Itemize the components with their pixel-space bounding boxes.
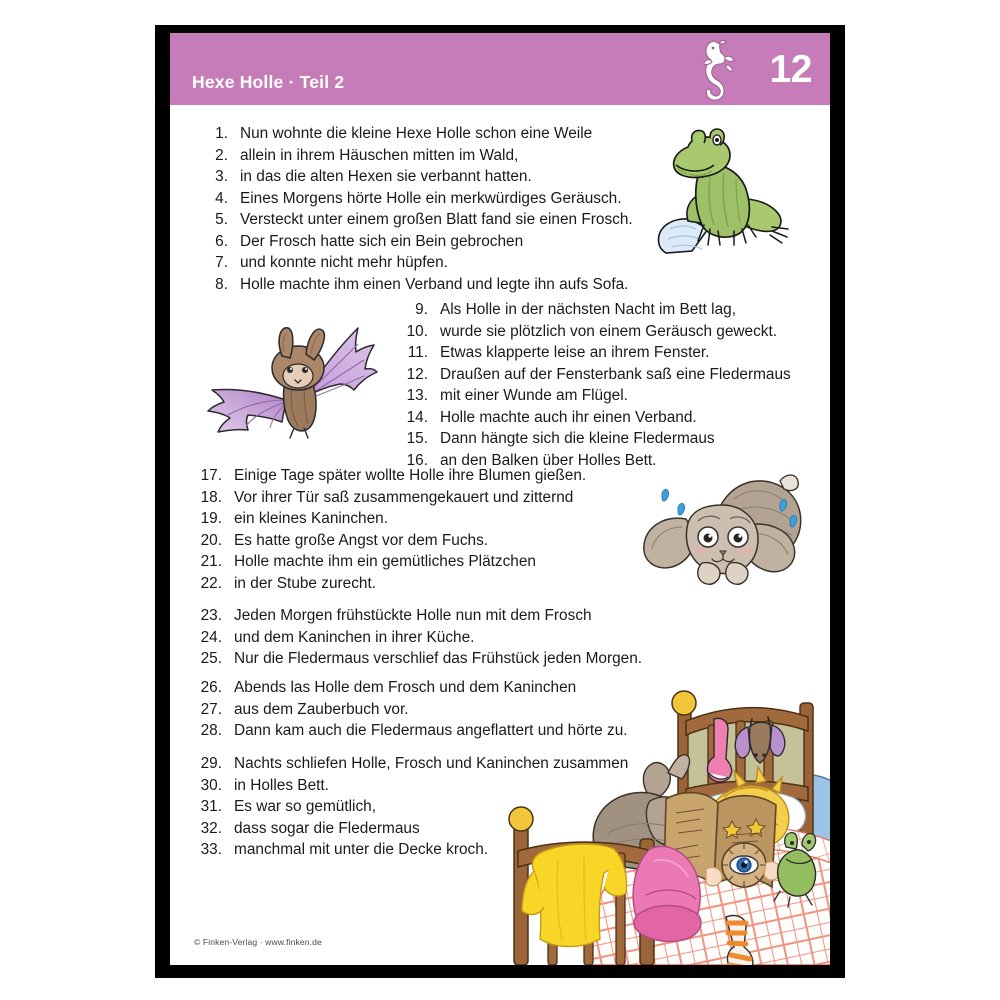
line-number: 12. xyxy=(406,365,428,383)
text-line xyxy=(188,489,586,511)
line-number: 22. xyxy=(200,574,222,592)
line-text: Vor ihrer Tür saß zusammengekauert und zitternd xyxy=(234,488,574,506)
line-text: Draußen auf der Fensterbank saß eine Fledermaus xyxy=(440,365,791,383)
line-text: Versteckt unter einem großen Blatt fand sie einen Frosch. xyxy=(240,211,633,228)
text-line xyxy=(194,276,633,298)
text-block-3 xyxy=(188,467,586,596)
line-number: 33. xyxy=(200,841,222,858)
line-text: an den Balken über Holles Bett. xyxy=(440,451,657,469)
line-number: 3. xyxy=(215,168,228,185)
text-line xyxy=(188,777,628,799)
line-text: in der Stube zurecht. xyxy=(234,574,377,592)
line-number: 19. xyxy=(200,510,222,527)
line-number: 9. xyxy=(415,301,428,318)
worksheet-page xyxy=(170,33,830,965)
text-line xyxy=(194,125,633,147)
text-line xyxy=(188,755,628,777)
text-line xyxy=(188,532,586,554)
line-text: Eines Morgens hörte Holle ein merkwürdiges Geräusch. xyxy=(240,189,622,207)
text-line xyxy=(394,323,791,345)
text-line xyxy=(188,841,628,863)
text-line xyxy=(394,344,791,366)
text-line xyxy=(188,510,586,532)
line-number: 26. xyxy=(200,679,222,696)
line-text: Holle machte ihm ein gemütliches Plätzchen xyxy=(234,553,536,570)
line-text: Dann hängte sich die kleine Fledermaus xyxy=(440,430,715,447)
line-number: 4. xyxy=(215,189,228,207)
text-line xyxy=(194,233,633,255)
line-text: in das die alten Hexen sie verbannt hatten. xyxy=(240,168,532,185)
line-number: 30. xyxy=(200,776,222,794)
bat-illustration xyxy=(178,308,378,440)
line-number: 31. xyxy=(200,798,222,815)
line-text: dass sogar die Fledermaus xyxy=(234,819,420,837)
text-line xyxy=(188,553,586,575)
line-number: 24. xyxy=(200,628,222,646)
line-number: 23. xyxy=(200,607,222,624)
line-text: wurde sie plötzlich von einem Geräusch geweckt. xyxy=(440,322,778,340)
line-number: 14. xyxy=(406,408,428,426)
text-line xyxy=(394,387,791,409)
text-line xyxy=(188,650,642,672)
line-text: Holle machte auch ihr einen Verband. xyxy=(440,408,697,426)
line-number: 18. xyxy=(200,488,222,506)
line-number: 29. xyxy=(200,755,222,772)
line-number: 6. xyxy=(215,232,228,250)
line-number: 2. xyxy=(215,146,228,164)
text-line xyxy=(194,147,633,169)
text-block-6 xyxy=(188,755,628,863)
page-number: 12 xyxy=(769,48,812,91)
page-header xyxy=(170,33,830,105)
line-text: manchmal mit unter die Decke kroch. xyxy=(234,841,489,858)
text-block-2 xyxy=(394,301,791,473)
line-text: in Holles Bett. xyxy=(234,776,329,794)
line-number: 21. xyxy=(200,553,222,570)
frog-illustration xyxy=(648,125,818,265)
line-text: Einige Tage später wollte Holle ihre Blumen gießen. xyxy=(234,467,587,484)
footer-copyright: © Finken-Verlag · www.finken.de xyxy=(194,937,322,947)
text-line xyxy=(394,301,791,323)
text-line xyxy=(194,211,633,233)
text-block-4 xyxy=(188,607,642,672)
text-line xyxy=(394,409,791,431)
line-number: 10. xyxy=(406,322,428,340)
line-text: Dann kam auch die Fledermaus angeflattert und hörte zu. xyxy=(234,722,628,739)
text-line xyxy=(188,467,586,489)
line-number: 27. xyxy=(200,700,222,718)
line-number: 16. xyxy=(406,451,428,469)
line-text: Nun wohnte die kleine Hexe Holle schon eine Weile xyxy=(240,125,593,142)
line-number: 1. xyxy=(215,125,228,142)
line-text: Abends las Holle dem Frosch und dem Kaninchen xyxy=(234,679,577,696)
line-text: ein kleines Kaninchen. xyxy=(234,510,389,527)
text-line xyxy=(188,798,628,820)
line-text: Als Holle in der nächsten Nacht im Bett lag, xyxy=(440,301,736,318)
text-line xyxy=(394,430,791,452)
line-number: 15. xyxy=(406,430,428,447)
text-line xyxy=(188,820,628,842)
text-line xyxy=(188,629,642,651)
line-text: Jeden Morgen frühstückte Holle nun mit dem Frosch xyxy=(234,607,592,624)
line-text: Es war so gemütlich, xyxy=(234,798,376,815)
text-line xyxy=(188,575,586,597)
line-text: mit einer Wunde am Flügel. xyxy=(440,387,628,404)
rabbit-illustration xyxy=(638,465,818,587)
line-text: und konnte nicht mehr hüpfen. xyxy=(240,254,448,271)
text-line xyxy=(194,168,633,190)
line-number: 11. xyxy=(407,344,428,361)
line-number: 7. xyxy=(215,254,228,271)
line-text: Nur die Fledermaus verschlief das Frühstück jeden Morgen. xyxy=(234,650,643,667)
seahorse-icon xyxy=(696,38,738,102)
line-text: Etwas klapperte leise an ihrem Fenster. xyxy=(440,344,710,361)
text-line xyxy=(188,607,642,629)
line-number: 20. xyxy=(200,531,222,549)
line-text: Holle machte ihm einen Verband und legte ihn aufs Sofa. xyxy=(240,275,629,293)
line-number: 8. xyxy=(215,275,228,293)
text-block-1 xyxy=(194,125,633,297)
text-line xyxy=(194,254,633,276)
line-text: Nachts schliefen Holle, Frosch und Kaninchen zusammen xyxy=(234,755,629,772)
line-text: und dem Kaninchen in ihrer Küche. xyxy=(234,628,475,646)
text-line xyxy=(394,366,791,388)
line-number: 25. xyxy=(200,650,222,667)
line-number: 13. xyxy=(406,387,428,404)
text-line xyxy=(194,190,633,212)
line-text: aus dem Zauberbuch vor. xyxy=(234,700,409,718)
line-text: Es hatte große Angst vor dem Fuchs. xyxy=(234,531,489,549)
line-text: Der Frosch hatte sich ein Bein gebrochen xyxy=(240,232,524,250)
line-number: 17. xyxy=(200,467,222,484)
line-number: 32. xyxy=(200,819,222,837)
page-title: Hexe Holle · Teil 2 xyxy=(192,72,345,92)
line-number: 28. xyxy=(200,722,222,739)
line-text: allein in ihrem Häuschen mitten im Wald, xyxy=(240,146,519,164)
line-number: 5. xyxy=(215,211,228,228)
